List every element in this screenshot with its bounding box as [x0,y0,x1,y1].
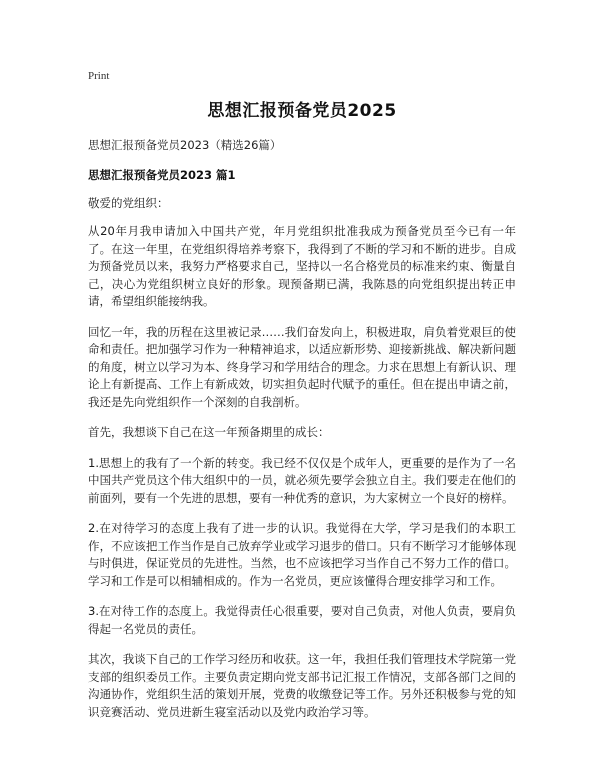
section-heading: 思想汇报预备党员2023 篇1 [88,168,236,182]
salutation: 敬爱的党组织： [88,196,169,210]
document-subtitle: 思想汇报预备党员2023（精选26篇） [88,138,282,152]
paragraph: 其次，我谈下自己的工作学习经历和收获。这一年，我担任我们管理技术学院第一党支部的组织委员工作。主要负责定期向党支部书记汇报工作情况，支部各部门之间的沟通协作，党组织生活的策划开展，党费的收缴登记等工作。另外还积极参与党的知识竞赛活动、党员进新生寝室活动以及党内政治学习等。 [88,652,516,719]
print-label[interactable]: Print [88,70,110,82]
paragraph: 1.思想上的我有了一个新的转变。我已经不仅仅是个成年人，更重要的是作为了一名中国共产党员这个伟大组织中的一员，就必须先要学会独立自主。我们要走在他们的前面列，要有一个先进的思想，要有一种优秀的意识，为大家树立一个良好的榜样。 [88,455,516,505]
document-page [88,70,516,734]
paragraph: 回忆一年，我的历程在这里被记录……我们奋发向上，积极进取，肩负着党艰巨的使命和责任。把加强学习作为一种精神追求，以适应新形势、迎接新挑战、解决新问题的角度，树立以学习为本、终身学习和学用结合的理念。力求在思想上有新认识、理论上有新提高、工作上有新成效，切实担负起时代赋予的重任。但在提出申请之前，我还是先向党组织作一个深刻的自我剖析。 [88,324,516,409]
paragraph: 3.在对待工作的态度上。我觉得责任心很重要，要对自己负责，对他人负责，要肩负得起一名党员的责任。 [88,604,516,636]
paragraph: 2.在对待学习的态度上我有了进一步的认识。我觉得在大学，学习是我们的本职工作，不应该把工作当作是自己放弃学业或学习退步的借口。只有不断学习才能够体现与时俱进，保证党员的先进性。当然，也不应该把学习当作自己不努力工作的借口。学习和工作是可以相辅相成的。作为一名党员，更应该懂得合理安排学习和工作。 [88,521,516,588]
paragraph: 从20年月我申请加入中国共产党，年月党组织批准我成为预备党员至今已有一年了。在这一年里，在党组织得培养考察下，我得到了不断的学习和不断的进步。自成为预备党员以来，我努力严格要求自己，坚持以一名合格党员的标准来约束、衡量自己，决心为党组织树立良好的形象。现预备期已满，我陈恳的向党组织提出转正申请，希望组织能接纳我。 [88,224,516,308]
paragraph: 首先，我想谈下自己在这一年预备期里的成长： [88,425,330,439]
document-title: 思想汇报预备党员2025 [207,101,397,121]
